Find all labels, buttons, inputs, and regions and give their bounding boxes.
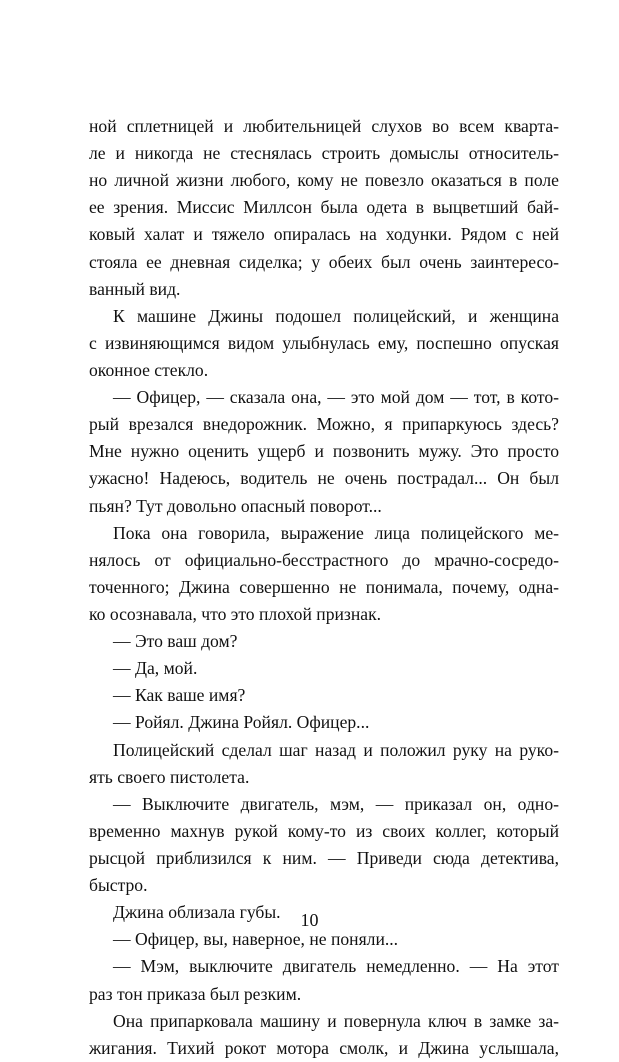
text-line: точенного; Джина совершенно не понимала, почему, одна- (89, 576, 559, 597)
text-line: Джина облизала губы. (113, 902, 281, 923)
text-line: ять своего пистолета. (89, 766, 250, 787)
text-line: оконное стекло. (89, 359, 209, 380)
text-line: рысцой приблизился к ним. — Приведи сюда детектива, (89, 847, 559, 868)
text-line: но личной жизни любого, кому не повезло оказаться в поле (89, 170, 559, 191)
text-line: — Это ваш дом? (113, 631, 238, 652)
text-line: Пока она говорила, выражение лица полицейского ме- (113, 522, 559, 543)
text-line: жигания. Тихий рокот мотора смолк, и Джина услышала, (89, 1037, 559, 1058)
text-line: — Выключите двигатель, мэм, — приказал он, одно- (113, 793, 559, 814)
text-line: ванный вид. (89, 278, 181, 299)
text-line: ной сплетницей и любительницей слухов во всем кварта- (89, 116, 559, 136)
text-line: рый врезался внедорожник. Можно, я припаркуюсь здесь? (89, 414, 559, 435)
text-line: — Ройял. Джина Ройял. Офицер... (113, 712, 370, 733)
text-line: — Да, мой. (113, 658, 198, 679)
text-line: временно махнув рукой кому-то из своих коллег, который (89, 820, 559, 841)
text-line: ковый халат и тяжело опиралась на ходунки. Рядом с ней (89, 224, 559, 245)
text-line: стояла ее дневная сиделка; у обеих был очень заинтересо- (89, 251, 559, 272)
text-line: нялось от официально-бесстрастного до мрачно-сосредо- (89, 549, 559, 570)
text-line: Она припарковала машину и повернула ключ в замке за- (113, 1010, 559, 1031)
text-line: ужасно! Надеюсь, водитель не очень пострадал... Он был (89, 468, 559, 489)
text-line: ее зрения. Миссис Миллсон была одета в выцветший бай- (89, 197, 559, 218)
text-line: — Офицер, — сказала она, — это мой дом — тот, в кото- (113, 387, 559, 408)
text-line: раз тон приказа был резким. (89, 983, 302, 1004)
text-line: — Офицер, вы, наверное, не поняли... (113, 929, 399, 950)
page-number: 10 (300, 910, 319, 930)
text-line: быстро. (89, 875, 148, 896)
text-line: пьян? Тут довольно опасный поворот... (89, 495, 382, 516)
text-line: К машине Джины подошел полицейский, и женщина (113, 305, 559, 326)
text-line: ле и никогда не стеснялась строить домыслы относитель- (89, 143, 559, 164)
text-line: Мне нужно оценить ущерб и позвонить мужу. Это просто (89, 441, 559, 462)
text-line: с извиняющимся видом улыбнулась ему, поспешно опуская (89, 332, 559, 353)
text-line: — Мэм, выключите двигатель немедленно. — На этот (113, 956, 559, 977)
text-line: ко осознавала, что это плохой признак. (89, 603, 382, 624)
text-line: Полицейский сделал шаг назад и положил руку на руко- (113, 739, 559, 760)
text-line: — Как ваше имя? (113, 685, 246, 706)
